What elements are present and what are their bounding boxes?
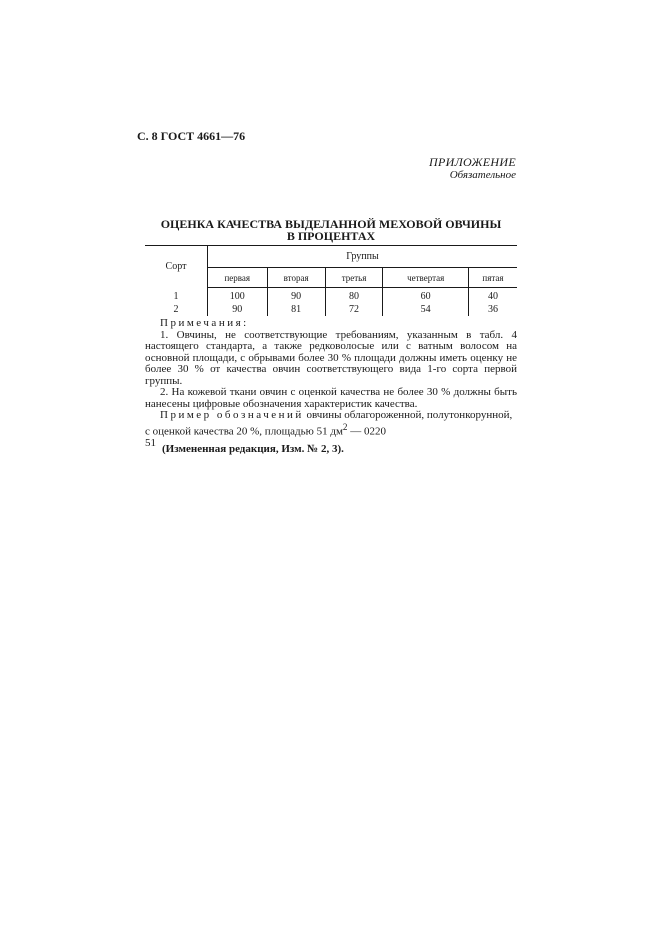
sort-cell: 1 <box>145 288 208 304</box>
note-2: 2. На кожевой ткани овчин с оценкой качества не более 30 % должны быть нанесены цифровые обозначения характеристик качества. <box>145 386 517 410</box>
group-header-2: вторая <box>267 268 325 288</box>
value-cell: 80 <box>325 288 383 304</box>
group-header-4: четвертая <box>383 268 469 288</box>
appendix-title: ПРИЛОЖЕНИЕ <box>429 155 516 169</box>
value-cell: 81 <box>267 303 325 316</box>
document-title-line-2: В ПРОЦЕНТАХ <box>286 229 376 243</box>
value-cell: 36 <box>468 303 517 316</box>
table-row <box>145 288 517 304</box>
document-title <box>145 218 517 242</box>
example-tail: — 0220 <box>347 425 386 438</box>
designation-example <box>145 410 517 438</box>
example-text: овчины облагороженной, полутонкорунной, с оценкой качества 20 %, площадью 51 дм <box>145 409 513 438</box>
value-cell: 90 <box>232 304 243 315</box>
notes-section <box>145 318 517 449</box>
value-cell: 40 <box>468 288 517 304</box>
group-header-5: пятая <box>468 268 517 288</box>
value-cell: 90 <box>267 288 325 304</box>
value-cell: 72 <box>325 303 383 316</box>
document-title-line-1: ОЦЕНКА КАЧЕСТВА ВЫДЕЛАННОЙ МЕХОВОЙ ОВЧИНЫ <box>160 217 502 231</box>
amendment-note: (Измененная редакция, Изм. № 2, 3). <box>162 443 344 455</box>
notes-heading: Примечания: <box>160 317 249 329</box>
example-superscript: 2 <box>342 421 348 432</box>
value-cell: 54 <box>383 303 469 316</box>
note-1: 1. Овчины, не соответствующие требованиям, указанным в табл. 4 настоящего стандарта, а также редковолосые или с ватным волосом на основной площади, с обрывами более 30 % площади должны иметь оценку не более 30 % от качества овчин соответствующего вида 1-го сорта первой группы. <box>145 328 517 387</box>
appendix-label <box>429 156 516 182</box>
example-label: Пример обозначений <box>160 409 304 421</box>
group-header-3: третья <box>325 268 383 288</box>
example-denominator: 51 <box>145 436 156 449</box>
group-header-1: первая <box>208 268 268 288</box>
page-header: С. 8 ГОСТ 4661—76 <box>137 129 246 143</box>
table-row <box>145 303 517 316</box>
appendix-subtitle: Обязательное <box>449 169 516 181</box>
sort-cell: 2 <box>145 303 208 316</box>
groups-header: Группы <box>208 246 518 268</box>
value-cell: 60 <box>383 288 469 304</box>
sort-column-header: Сорт <box>145 246 208 288</box>
value-cell: 100 <box>229 291 245 302</box>
quality-table <box>145 245 517 316</box>
